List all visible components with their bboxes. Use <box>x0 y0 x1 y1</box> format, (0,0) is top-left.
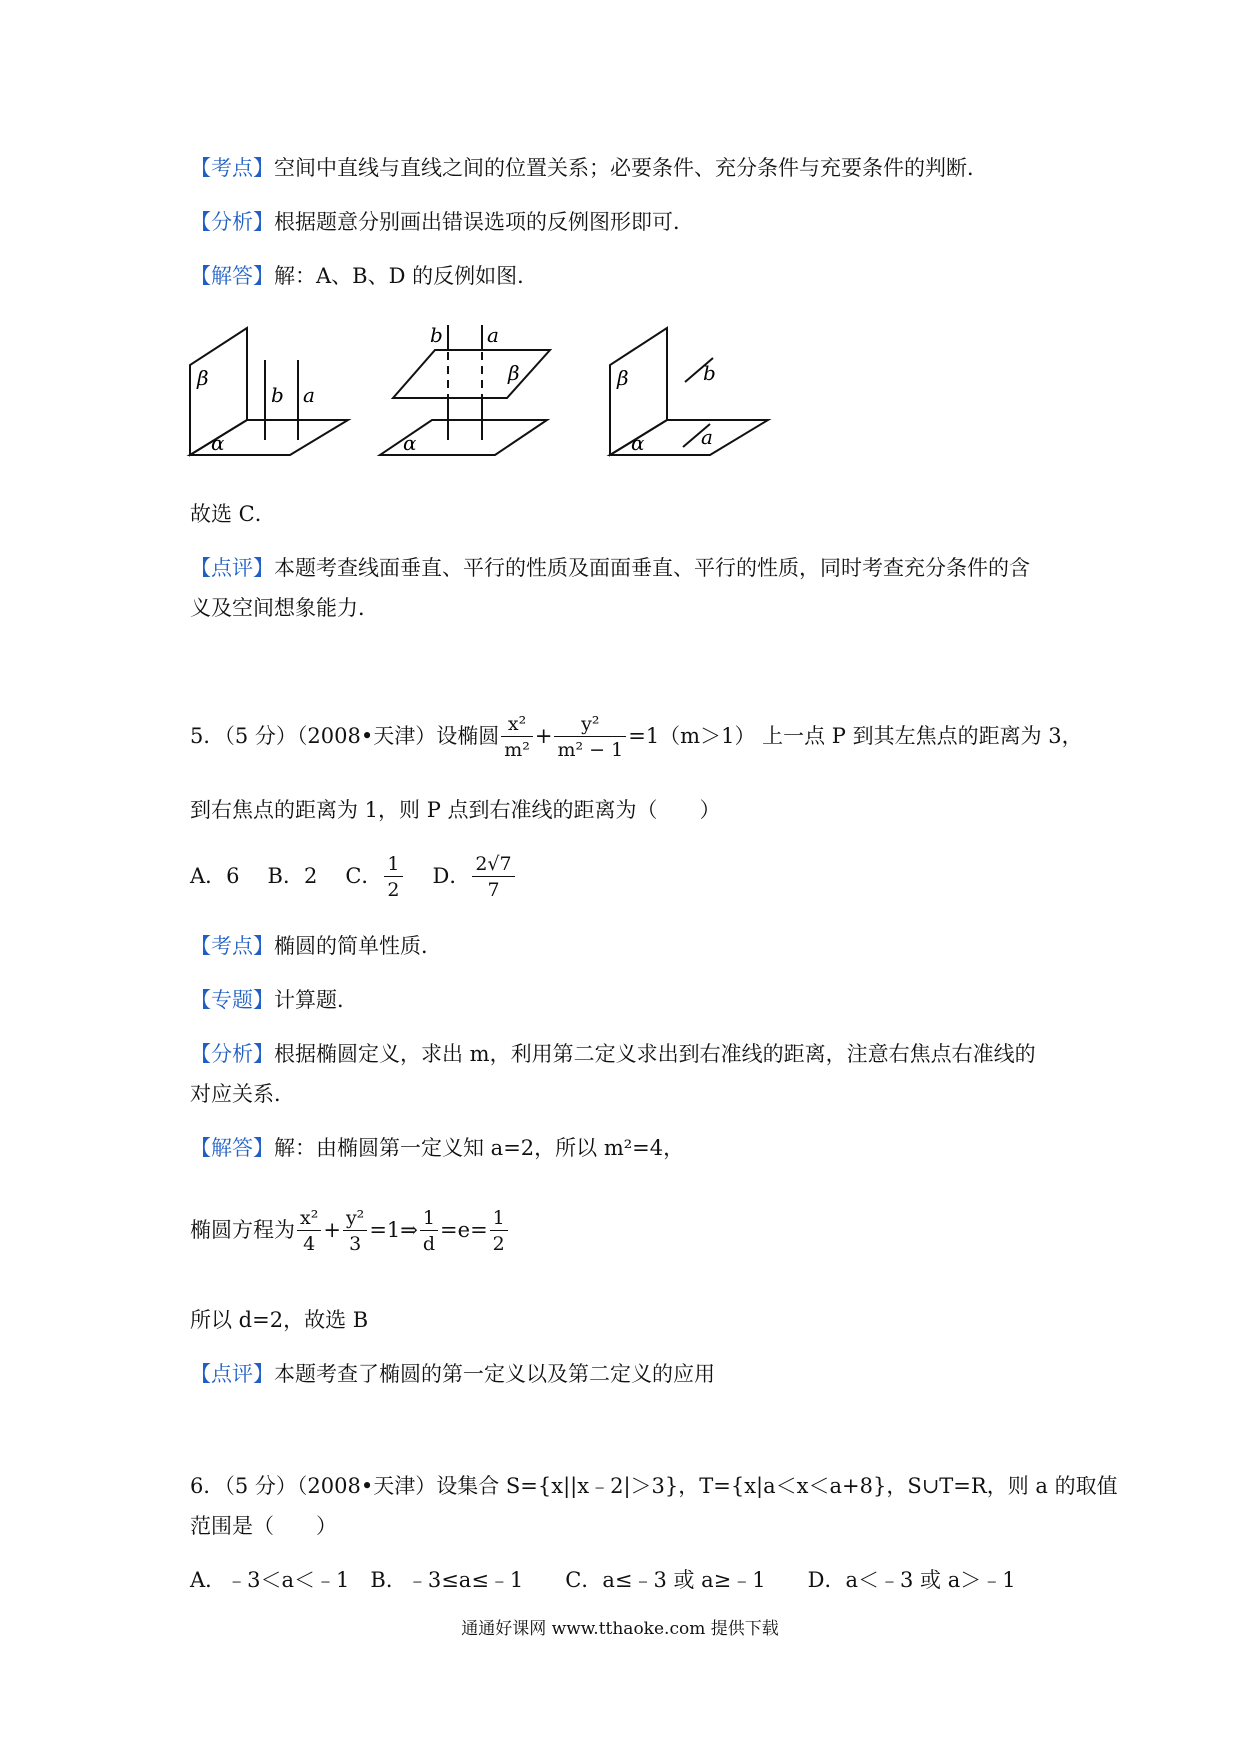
label-b: b <box>271 383 284 407</box>
dianping-text: 本题考查线面垂直、平行的性质及面面垂直、平行的性质，同时考查充分条件的含 <box>274 556 1030 580</box>
numerator: x² <box>501 712 533 737</box>
numerator: x² <box>297 1206 321 1231</box>
q5-stem-line1 <box>190 712 1083 763</box>
option-c-label: C． <box>345 864 383 888</box>
q4-fenxi <box>190 208 694 236</box>
option-b: B．2 <box>267 864 318 888</box>
q5-kaodian <box>190 932 442 960</box>
option-a: A．6 <box>190 864 240 888</box>
eq-prefix: 椭圆方程为 <box>190 1218 295 1242</box>
denominator: m² − 1 <box>557 739 624 761</box>
plane-beta <box>393 350 550 398</box>
q5-stem-prefix: 5．（5 分）（2008•天津）设椭圆 <box>190 724 500 748</box>
fenxi-tag: 【分析】 <box>190 210 274 234</box>
zhuanti-text: 计算题． <box>274 988 358 1012</box>
counterexample-figure-d <box>605 320 775 470</box>
denominator: 4 <box>303 1233 316 1255</box>
q4-jieda <box>190 262 538 290</box>
q4-dianping-line1 <box>190 554 1030 582</box>
q5-stem-mid: =1（m＞1） 上一点 P 到其左焦点的距离为 3， <box>628 724 1083 748</box>
denominator: d <box>422 1233 436 1255</box>
fenxi-text: 根据椭圆定义，求出 m，利用第二定义求出到右准线的距离，注意右焦点右准线的 <box>274 1042 1036 1066</box>
label-alpha: α <box>631 431 645 455</box>
kaodian-text: 空间中直线与直线之间的位置关系；必要条件、充分条件与充要条件的判断． <box>274 156 988 180</box>
numerator: 1 <box>384 852 402 877</box>
q5-dianping <box>190 1360 715 1388</box>
option-c-fraction <box>384 852 402 903</box>
label-b: b <box>703 361 716 385</box>
label-a: a <box>303 383 315 407</box>
fraction-1-d <box>420 1206 438 1257</box>
fenxi-tag: 【分析】 <box>190 1042 274 1066</box>
label-beta: β <box>197 366 209 390</box>
kaodian-tag: 【考点】 <box>190 934 274 958</box>
numerator: 1 <box>490 1206 508 1231</box>
label-alpha: α <box>211 431 225 455</box>
jieda-tag: 【解答】 <box>190 1136 274 1160</box>
q5-equation <box>190 1206 510 1257</box>
denominator: 3 <box>349 1233 362 1255</box>
option-c <box>345 852 404 903</box>
q5-zhuanti <box>190 986 358 1014</box>
fraction-y2-3 <box>343 1206 367 1257</box>
label-beta: β <box>617 366 629 390</box>
q5-fenxi-line2: 对应关系． <box>190 1082 295 1106</box>
jieda-text: 解：A、B、D 的反例如图． <box>274 264 539 288</box>
option-d <box>433 852 517 903</box>
q5-stem-line2: 到右焦点的距离为 1，则 P 点到右准线的距离为（ ） <box>190 798 721 822</box>
fenxi-text: 根据题意分别画出错误选项的反例图形即可． <box>274 210 694 234</box>
denominator: m² <box>504 739 530 761</box>
denominator: 2 <box>387 879 400 901</box>
fraction-x2-m2 <box>501 712 533 763</box>
q6-stem-line1: 6．（5 分）（2008•天津）设集合 S={x||x﹣2|＞3}，T={x|a＜x＜a+8}，S∪T=R，则 a 的取值 <box>190 1474 1118 1498</box>
plus-sign: + <box>534 724 553 748</box>
option-d-fraction <box>472 852 514 903</box>
jieda-text: 解：由椭圆第一定义知 a=2，所以 m²=4， <box>274 1136 685 1160</box>
option-d-label: D． <box>432 864 471 888</box>
q4-conclusion: 故选 C． <box>190 502 276 526</box>
q5-jieda <box>190 1134 684 1162</box>
q6-stem-line2: 范围是（ ） <box>190 1514 337 1538</box>
eq-mid: =1⇒ <box>369 1218 418 1242</box>
dianping-tag: 【点评】 <box>190 556 274 580</box>
q5-options <box>190 852 545 903</box>
label-a: a <box>701 425 713 449</box>
q5-fenxi-line1 <box>190 1040 1036 1068</box>
jieda-tag: 【解答】 <box>190 264 274 288</box>
counterexample-figure-b <box>375 320 555 470</box>
fraction-y2-m2minus1 <box>554 712 626 763</box>
eq-mid2: =e= <box>440 1218 488 1242</box>
fraction-x2-4 <box>297 1206 321 1257</box>
kaodian-text: 椭圆的简单性质． <box>274 934 442 958</box>
counterexample-figure-a <box>185 320 355 470</box>
numerator: 2√7 <box>472 852 514 877</box>
kaodian-tag: 【考点】 <box>190 156 274 180</box>
zhuanti-tag: 【专题】 <box>190 988 274 1012</box>
plus-sign: + <box>323 1218 341 1242</box>
numerator: 1 <box>420 1206 438 1231</box>
fraction-1-2 <box>490 1206 508 1257</box>
numerator: y² <box>343 1206 367 1231</box>
label-a: a <box>487 323 499 347</box>
denominator: 7 <box>487 879 500 901</box>
q5-result: 所以 d=2，故选 B <box>190 1308 369 1332</box>
numerator: y² <box>554 712 626 737</box>
q4-dianping-line2: 义及空间想象能力． <box>190 596 379 620</box>
dianping-tag: 【点评】 <box>190 1362 274 1386</box>
q4-kaodian <box>190 154 988 182</box>
dianping-text: 本题考查了椭圆的第一定义以及第二定义的应用 <box>274 1362 715 1386</box>
label-beta: β <box>508 361 520 385</box>
label-b: b <box>430 323 443 347</box>
denominator: 2 <box>492 1233 505 1255</box>
q6-options: A．﹣3＜a＜﹣1 B．﹣3≤a≤﹣1 C．a≤﹣3 或 a≥﹣1 D．a＜﹣3 或 a＞﹣1 <box>190 1568 1016 1592</box>
page-footer: 通通好课网 www.tthaoke.com 提供下载 <box>461 1619 779 1639</box>
label-alpha: α <box>403 431 417 455</box>
